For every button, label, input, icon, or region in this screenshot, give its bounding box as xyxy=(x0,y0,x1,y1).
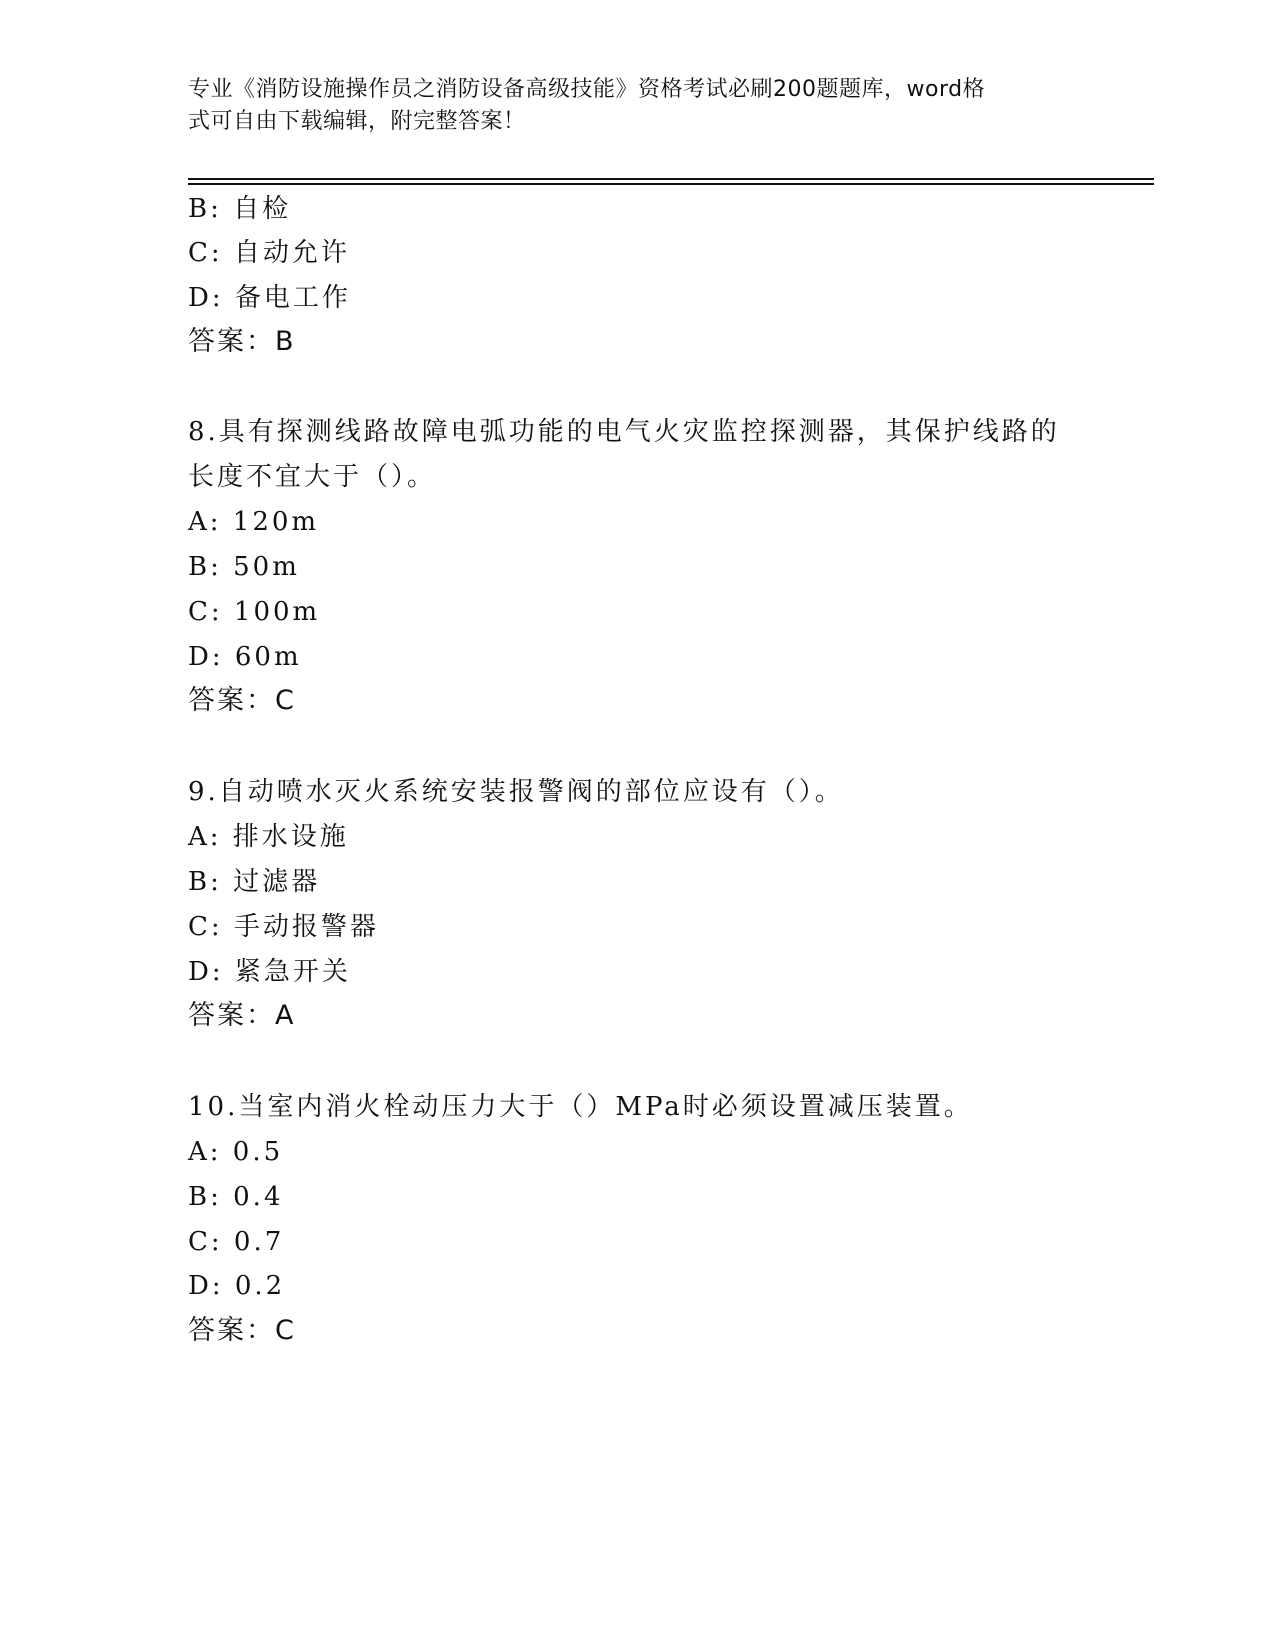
q7-answer: 答案：B xyxy=(188,326,296,357)
q8-option-a: A: 120m xyxy=(188,507,320,537)
q8-question-line-2: 长度不宜大于（）。 xyxy=(188,462,437,492)
q9-option-a: A: 排水设施 xyxy=(188,822,349,852)
q7-option-d: D: 备电工作 xyxy=(188,283,351,313)
q9-option-c: C: 手动报警器 xyxy=(188,912,379,942)
q9-answer: 答案：A xyxy=(188,1000,296,1031)
header-line-2: 式可自由下载编辑，附完整答案！ xyxy=(188,109,526,134)
q9-option-b: B: 过滤器 xyxy=(188,867,321,897)
q10-option-c: C: 0.7 xyxy=(188,1227,285,1257)
q8-question-line-1: 8.具有探测线路故障电弧功能的电气火灾监控探测器，其保护线路的 xyxy=(188,417,1060,447)
q8-answer: 答案：C xyxy=(188,685,296,716)
q10-option-b: B: 0.4 xyxy=(188,1182,284,1212)
q8-option-d: D: 60m xyxy=(188,642,302,672)
q7-option-b: B: 自检 xyxy=(188,194,292,224)
q9-option-d: D: 紧急开关 xyxy=(188,957,351,987)
q10-option-d: D: 0.2 xyxy=(188,1271,286,1301)
q10-answer: 答案：C xyxy=(188,1315,296,1346)
q7-option-c: C: 自动允许 xyxy=(188,238,350,268)
q10-option-a: A: 0.5 xyxy=(188,1137,284,1167)
q9-question: 9.自动喷水灭火系统安装报警阀的部位应设有（）。 xyxy=(188,777,844,807)
header-line-1: 专业《消防设施操作员之消防设备高级技能》资格考试必刷200题题库，word格 xyxy=(188,77,986,102)
document-header xyxy=(188,74,1068,138)
q8-option-b: B: 50m xyxy=(188,552,300,582)
header-divider-bottom xyxy=(188,183,1154,185)
q10-question: 10.当室内消火栓动压力大于（）MPa时必须设置减压装置。 xyxy=(188,1092,973,1122)
q8-option-c: C: 100m xyxy=(188,597,321,627)
header-divider-top xyxy=(188,178,1154,180)
